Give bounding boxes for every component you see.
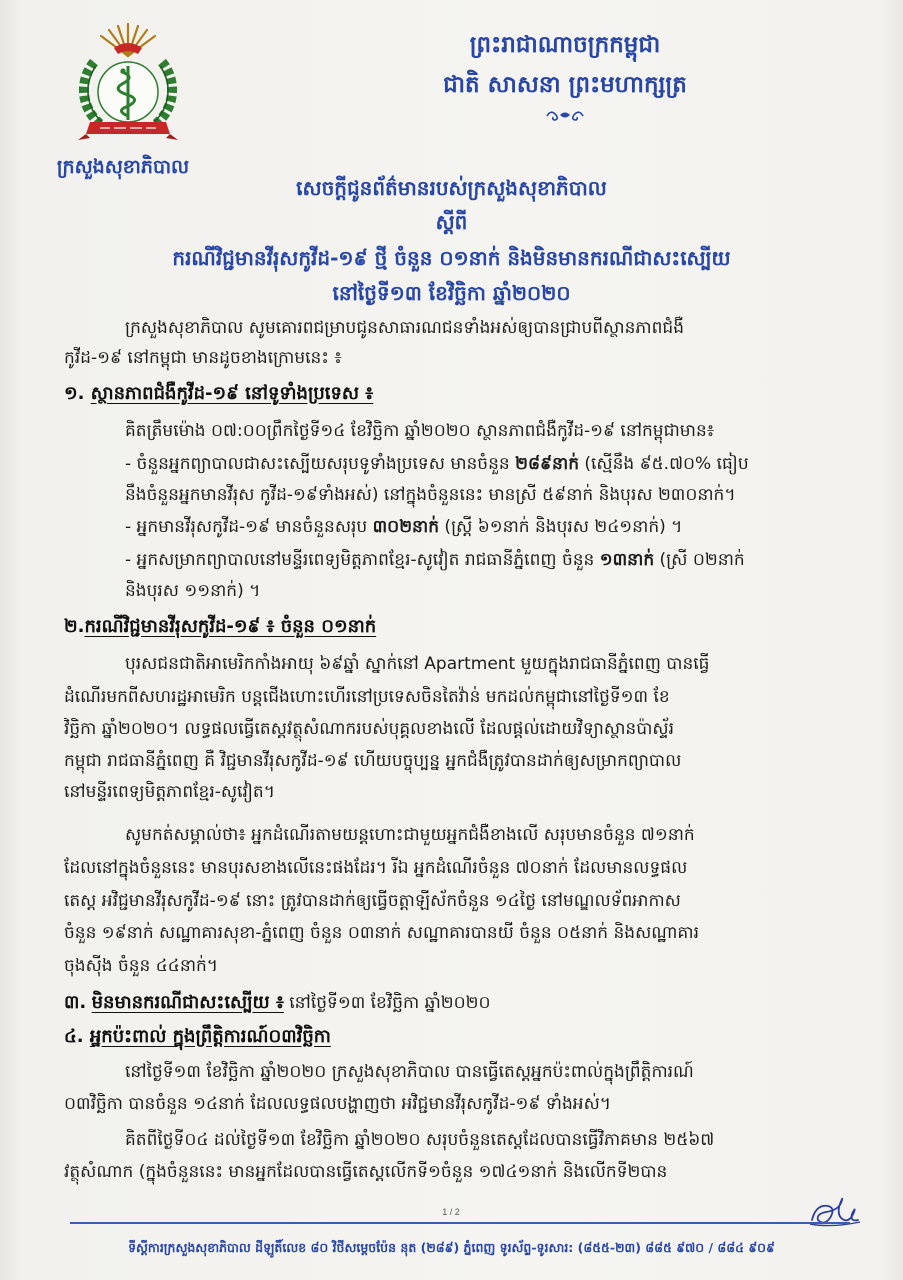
section-4-heading [64,1022,850,1052]
contacts-paragraph-line: ០៣វិច្ឆិកា បានចំនួន ១៤នាក់ ដែលលទ្ធផលបង្ហាញថា អវិជ្ជមានវីរុសកូវីដ-១៩ ទាំងអស់។ [64,1094,611,1114]
signature-mark [806,1190,864,1230]
status-as-of: គិតត្រឹមម៉ោង ០៧:០០ព្រឹកថ្ងៃទី១៤ ខែវិច្ឆិកា ឆ្នាំ២០២០ ស្ថានភាពជំងឺកូវីដ-១៩ នៅកម្ពុជាមាន៖ [125,421,715,441]
note-paragraph-line: ដែលនៅក្នុងចំនួននេះ មានបុរសខាងលើនេះផងដែរ។ រីឯ អ្នកដំណើរចំនួន ៧០នាក់ ដែលមានលទ្ធផល [64,858,688,878]
case-paragraph-line: ដំណើរមកពីសហរដ្ឋអាមេរិក បន្តជើងហោះហើរនៅប្រទេសចិនតៃវ៉ាន់ មកដល់កម្ពុជានៅថ្ងៃទី១៣ ខែ [64,687,670,707]
ornament-divider-icon [543,107,587,123]
contacts-paragraph-line: នៅថ្ងៃទី១៣ ខែវិច្ឆិកា ឆ្នាំ២០២០ ក្រសួងសុខាភិបាល បានធ្វើតេស្តអ្នកប៉ះពាល់ក្នុងព្រឹត្តិការណ៍ [125,1062,694,1082]
section-3-date: នៅថ្ងៃទី១៣ ខែវិច្ឆិកា ឆ្នាំ២០២០ [283,993,491,1013]
section-title: មិនមានករណីជាសះស្បើយ ៖ [91,992,284,1013]
hospitalized-bullet [125,545,850,575]
bullet-text: - ចំនួនអ្នកព្យាបាលជាសះស្បើយសរុបទូទាំងប្រទេស មានចំនួន [125,454,516,474]
hospitalized-count: ១៣នាក់ [599,550,655,570]
bullet-text: - អ្នកមានវីរុសកូវីដ-១៩ មានចំនួនសរុប [125,517,373,537]
national-motto: ជាតិ សាសនា ព្រះមហាក្សត្រ [443,72,687,98]
bullet-text: - អ្នកសម្រាកព្យាបាលនៅមន្ទីរពេទ្យមិត្តភាពខ្មែរ-សូវៀត រាជធានីភ្នំពេញ ចំនួន [125,550,600,570]
ministry-name-caption: ក្រសួងសុខាភិបាល [56,156,190,178]
section-title: ករណីវិជ្ជមានវីរុសកូវីដ-១៩ ៖ ចំនួន ០១នាក់ [84,616,377,637]
section-1-heading [64,379,850,409]
bullet-text: (ស្ត្រី ៦១នាក់ និងបុរស ២៤១នាក់) ។ [439,517,683,537]
bullet-text: (ស្រី ០២នាក់ [654,550,745,570]
intro-line: កូវីដ-១៩ នៅកម្ពុជា មានដូចខាងក្រោមនេះ ៖ [64,348,342,368]
document-date: នៅថ្ងៃទី១៣ ខែវិច្ឆិកា ឆ្នាំ២០២០ [332,281,571,305]
tests-paragraph-line: វត្ថុសំណាក (ក្នុងចំនួននេះ មានអ្នកដែលបានធ្វើតេស្តលើកទី១ចំនួន ១៧៤១នាក់ និងលើកទី២បាន [64,1162,668,1182]
note-paragraph-line: តេស្ត អវិជ្ជមានវីរុសកូវីដ-១៩ នោះ ត្រូវបានដាក់ឲ្យធ្វើចត្តាឡីស័កចំនួន ១៤ថ្ងៃ នៅមណ្ឌលទ័ពអាកាស [64,891,681,911]
recovered-bullet [125,449,850,479]
total-cases-count: ៣០២នាក់ [372,517,440,537]
document-subject: ករណីវិជ្ជមានវីរុសកូវីដ-១៩ ថ្មី ចំនួន ០១នាក់ និងមិនមានករណីជាសះស្បើយ [172,246,731,270]
document-title-regarding: ស្តីពី [435,210,468,234]
section-number: ៣. [64,992,87,1013]
kingdom-header: ព្រះរាជាណាចក្រកម្ពុជា [469,32,661,58]
case-paragraph-line: នៅមន្ទីរពេទ្យមិត្តភាពខ្មែរ-សូវៀត។ [64,782,275,802]
section-title: ស្ថានភាពជំងឺកូវីដ-១៩ នៅទូទាំងប្រទេស ៖ [90,383,374,404]
ministry-of-health-logo [70,22,186,144]
recovered-bullet-continued: នឹងចំនួនអ្នកមានវីរុស កូវីដ-១៩ទាំងអស់) នៅក្នុងចំនួននេះ មានស្រី ៥៩នាក់ និងបុរស ២៣០នាក់។ [125,485,736,505]
recovered-count: ២៨៩នាក់ [515,454,579,474]
page-number: 1 / 2 [442,1207,460,1217]
note-paragraph-line: សូមកត់សម្គាល់ថា៖ អ្នកដំណើរតាមយន្តហោះជាមួយអ្នកជំងឺខាងលើ សរុបមានចំនួន ៧១នាក់ [125,825,695,845]
section-2-heading [64,612,850,642]
tests-paragraph-line: គិតពីថ្ងៃទី០៤ ដល់ថ្ងៃទី១៣ ខែវិច្ឆិកា ឆ្នាំ២០២០ សរុបចំនួនតេស្តដែលបានធ្វើវិភាគមាន ២៥៦៧ [125,1130,715,1150]
footer-divider [70,1222,850,1224]
case-paragraph-line: វិច្ឆិកា ឆ្នាំ២០២០។ លទ្ធផលធ្វើតេស្តវត្ថុសំណាករបស់បុគ្គលខាងលើ ដែលផ្តល់ដោយវិទ្យាស្ថានប៉ាស្ទ័រ [64,719,674,739]
section-3-heading [64,988,850,1018]
bullet-text: (ស្មើនឹង ៩៥.៧០% ធៀប [579,454,749,474]
total-cases-bullet [125,512,850,542]
section-number: ១. [64,383,85,404]
document-title: សេចក្តីជូនព័ត៌មានរបស់ក្រសួងសុខាភិបាល [296,176,607,200]
section-title: អ្នកប៉ះពាល់ ក្នុងព្រឹត្តិការណ៍០៣វិច្ឆិកា [89,1026,331,1047]
section-number: ៤. [64,1026,84,1047]
intro-line: ក្រសួងសុខាភិបាល សូមគោរពជម្រាបជូនសាធារណជនទាំងអស់ឲ្យបានជ្រាបពីស្ថានភាពជំងឺ [125,318,684,338]
case-paragraph-line: បុរសជនជាតិអាមេរិកកាំងអាយុ ៦៩ឆ្នាំ ស្នាក់នៅ Apartment មួយក្នុងរាជធានីភ្នំពេញ បានធ្វើ [125,654,710,674]
section-number: ២. [64,616,85,637]
footer-address: ទីស្តីការក្រសួងសុខាភិបាល ដីឡូតិ៍លេខ ៨០ វិថីសម្តេចប៉ែន នុត (២៨៩) ភ្នំពេញ ទូរស័ព្ទ-ទូរសារ: (៨៥៥-២៣) ៨៨៥ ៩៧០ / ៨៨៤ ៩០៩ [128,1240,775,1255]
case-paragraph-line: កម្ពុជា រាជធានីភ្នំពេញ គឺ វិជ្ជមានវីរុសកូវីដ-១៩ ហើយបច្ចុប្បន្ន អ្នកជំងឺត្រូវបានដាក់ឲ្យសម្រាកព្យាបាល [64,751,682,771]
note-paragraph-line: ចុងស៊ីង ចំនួន ៤៤នាក់។ [64,956,218,976]
note-paragraph-line: ចំនួន ១៩នាក់ សណ្ឋាគារសុខា-ភ្នំពេញ ចំនួន ០៣នាក់ សណ្ឋាគារបានយី ចំនួន ០៥នាក់ និងសណ្ឋាគារ [64,923,699,943]
hospitalized-bullet-continued: និងបុរស ១១នាក់) ។ [125,581,261,601]
